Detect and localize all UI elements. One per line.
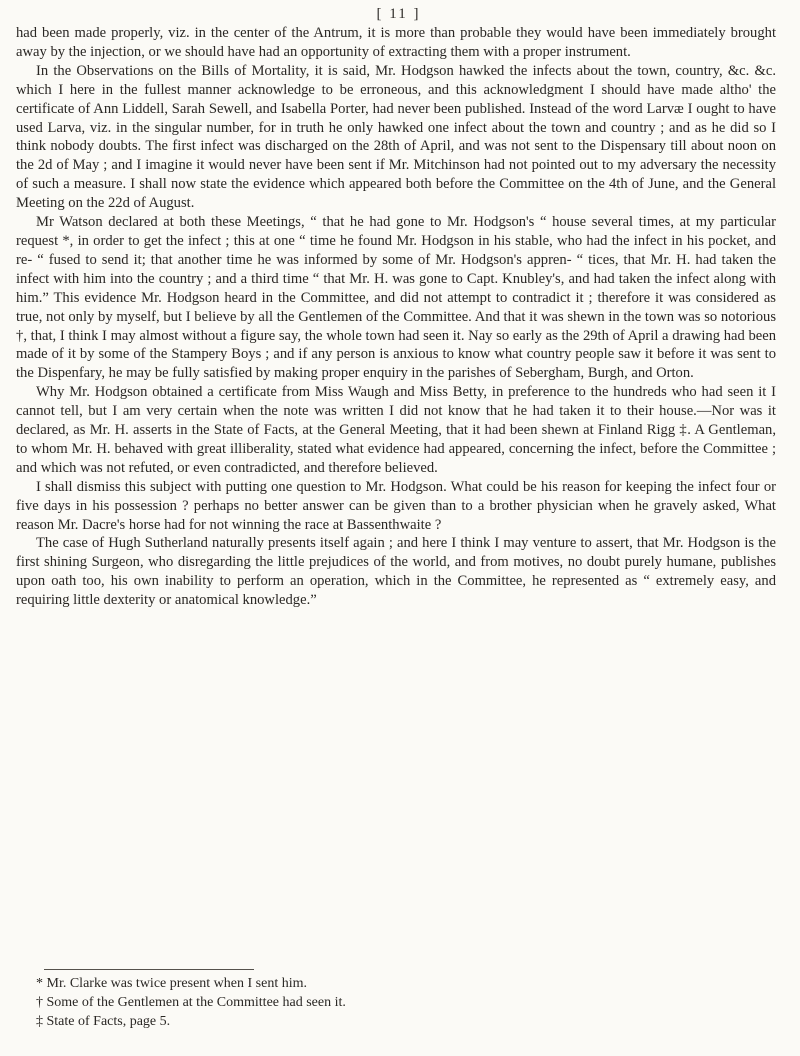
paragraph-6: The case of Hugh Sutherland naturally presents itself again ; and here I think I may venture to assert, that Mr. Hodgson is the first shining Surgeon, who disregarding the little prejudices of the world, and from motives, no doubt purely humane, publishes upon oath too, his own inability to perform an operation, which in the Committee, he represented as “ extremely easy, and requiring little dexterity or anatomical knowledge.” — [16, 535, 776, 609]
document-page — [16, 0, 781, 1056]
footnote-mark: † — [36, 995, 43, 1010]
paragraph-3: Mr Watson declared at both these Meetings, “ that he had gone to Mr. Hodgson's “ house several times, at my particular request *, in order to get the infect ; this at one “ time he found Mr. Hodgson in his stable, who had the infect in his pocket, and re- “ fused to send it; that another time he was informed by some of Mr. Hodgson's appren- “ tices, that Mr. H. had taken the infect with him into the country ; and a third time “ that Mr. H. was gone to Capt. Knubley's, and had taken the infect along with him.” This evidence Mr. Hodgson heard in the Committee, and did not attempt to contradict it ; therefore it was considered as true, not only by myself, but I believe by all the Gentlemen of the Committee. And that it was shewn in the town was so notorious †, that, I think I may almost without a figure say, the whole town had seen it. Nay so early as the 29th of April a drawing had been made of it by some of the Stampery Boys ; and if any person is anxious to know what country people saw it before it was sent to the Dispenfary, he may be fully satisfied by making proper enquiry in the parishes of Sebergham, Burgh, and Orton. — [16, 214, 776, 382]
paragraph-5: I shall dismiss this subject with putting one question to Mr. Hodgson. What could be his reason for keeping the infect four or five days in his possession ? perhaps no better answer can be given than to a brother physician when he gravely asked, What reason Mr. Dacre's horse had for not winning the race at Bassenthwaite ? — [16, 478, 776, 533]
footnote-text: Mr. Clarke was twice present when I sent him. — [46, 976, 307, 991]
paragraph-1: had been made properly, viz. in the center of the Antrum, it is more than probable they would have been immediately brought away by the injection, or we should have had an opportunity of extracting them with a proper instrument. — [16, 25, 776, 60]
paragraph-4: Why Mr. Hodgson obtained a certificate from Miss Waugh and Miss Betty, in preference to the hundreds who had seen it I cannot tell, but I am very certain when the note was written I did not know that he had taken it to their house.—Nor was it declared, as Mr. H. asserts in the State of Facts, at the General Meeting, that it had been shewn at Finland Rigg ‡. A Gentleman, to whom Mr. H. behaved with great illiberality, stated what evidence had appeared, concerning the infect, before the Committee ; and which was not refuted, or even contradicted, and therefore believed. — [16, 384, 776, 476]
footnote-1 — [16, 974, 776, 993]
footnote-text: Some of the Gentlemen at the Committee had seen it. — [46, 995, 346, 1010]
footnotes — [16, 974, 776, 1031]
footnote-text: State of Facts, page 5. — [46, 1014, 171, 1029]
footnote-mark: * — [36, 976, 43, 991]
footnote-2 — [16, 993, 776, 1012]
footnote-3 — [16, 1012, 776, 1031]
footnote-mark: ‡ — [36, 1014, 43, 1029]
page-number: [ 11 ] — [376, 6, 421, 22]
body-text — [16, 24, 776, 610]
footnote-divider — [44, 969, 254, 970]
paragraph-2: In the Observations on the Bills of Mortality, it is said, Mr. Hodgson hawked the infects about the town, country, &c. &c. which I here in the fullest manner acknowledge to be erroneous, and this acknowledgment I should have made altho' the certificate of Ann Liddell, Sarah Sewell, and Isabella Porter, had never been published. Instead of the word Larvæ I ought to have used Larva, viz. in the singular number, for in truth he only hawked one infect about the town and country ; and as he did so I think nobody doubts. The first infect was discharged on the 28th of April, and was not sent to the Dispensary till about noon on the 2d of May ; and I imagine it would never have been sent if Mr. Mitchinson had not pointed out to my adversary the necessity of such a measure. I shall now state the evidence which appeared both before the Committee on the 4th of June, and the General Meeting on the 22d of August. — [16, 62, 776, 212]
